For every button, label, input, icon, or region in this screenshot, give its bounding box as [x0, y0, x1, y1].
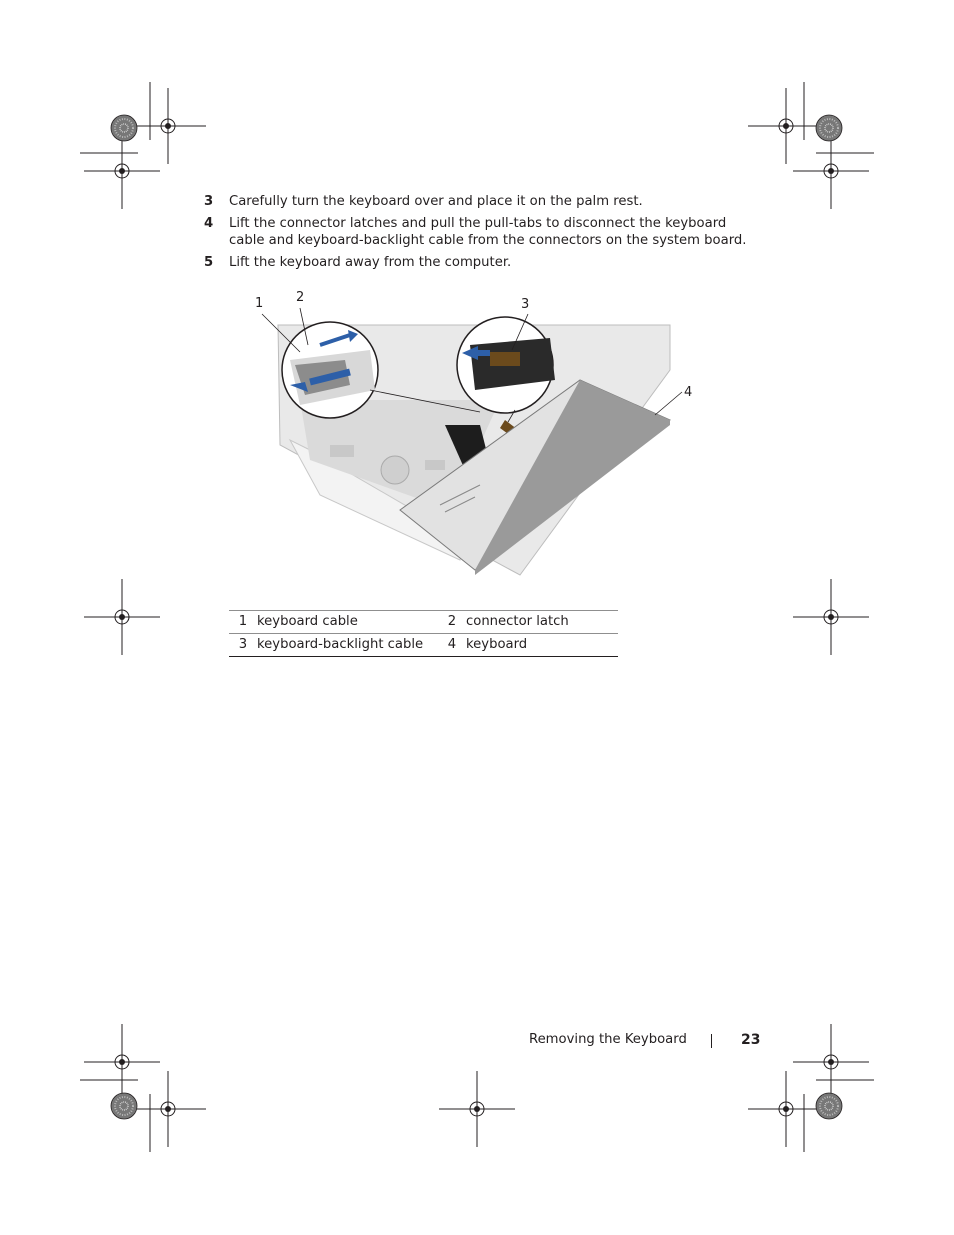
legend-label: connector latch [466, 611, 618, 634]
legend-label: keyboard cable [257, 611, 438, 634]
step-3 [204, 193, 764, 210]
step-text: Lift the keyboard away from the computer. [229, 255, 512, 270]
step-list [204, 193, 764, 276]
laptop-keyboard-drawing [250, 290, 700, 580]
footer-separator [711, 1034, 712, 1048]
legend-label: keyboard-backlight cable [257, 634, 438, 657]
step-number: 4 [204, 216, 214, 231]
legend-label: keyboard [466, 634, 618, 657]
keyboard-removal-illustration [250, 290, 700, 580]
table-row [229, 611, 618, 634]
step-number: 5 [204, 255, 214, 270]
footer-section-title: Removing the Keyboard [529, 1032, 687, 1047]
callout-1: 1 [255, 296, 264, 311]
step-text: Carefully turn the keyboard over and place it on the palm rest. [229, 194, 643, 209]
legend-number: 1 [229, 611, 257, 634]
step-text: Lift the connector latches and pull the pull-tabs to disconnect the keyboard cable and keyboard-backlight cable from the connectors on the system board. [229, 216, 747, 248]
callout-legend-table [229, 610, 618, 657]
table-row [229, 634, 618, 657]
step-5 [204, 254, 764, 271]
step-4 [204, 215, 764, 249]
page-number: 23 [741, 1032, 761, 1048]
callout-4: 4 [684, 385, 693, 400]
legend-number: 3 [229, 634, 257, 657]
step-number: 3 [204, 194, 214, 209]
legend-number: 4 [438, 634, 466, 657]
legend-number: 2 [438, 611, 466, 634]
callout-3: 3 [521, 297, 530, 312]
callout-2: 2 [296, 290, 305, 305]
